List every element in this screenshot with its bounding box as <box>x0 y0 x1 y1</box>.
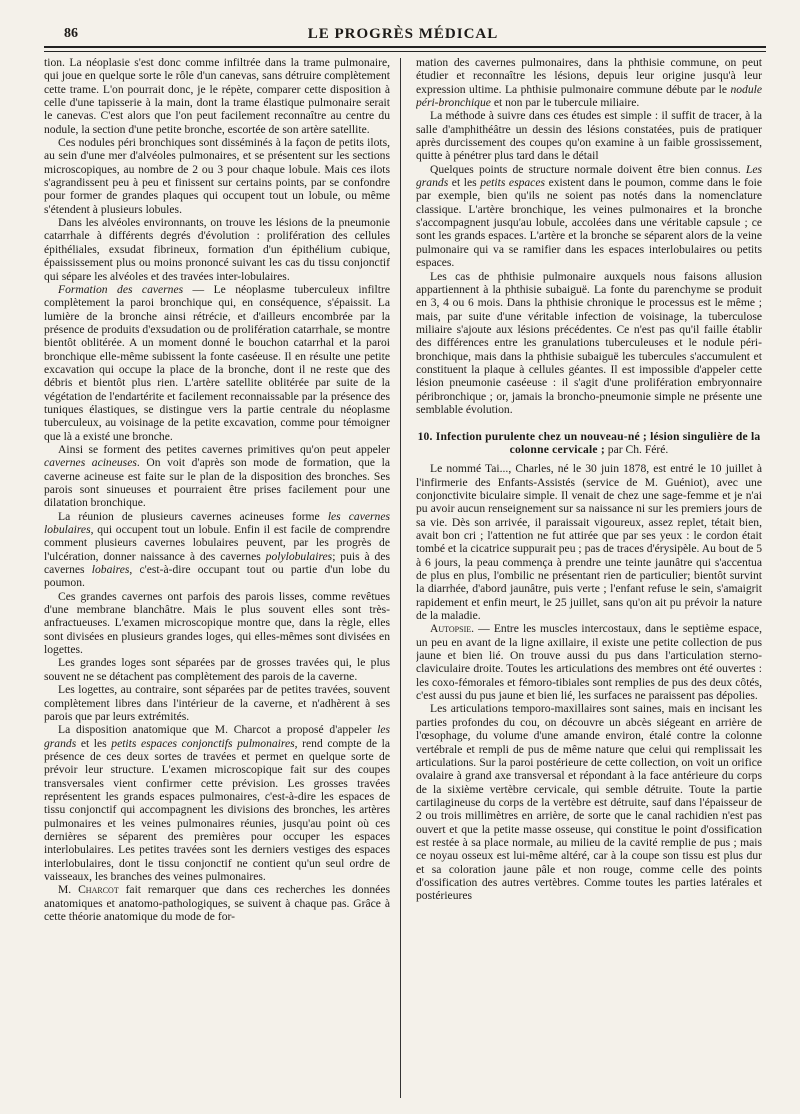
emphasis: les cavernes lobulaires <box>44 509 390 537</box>
paragraph <box>416 163 762 270</box>
paragraph: Dans les alvéoles environnants, on trouve les lésions de la pneumonie catarrhale à différents degrés d'évolution : prolifération des cellules épithéliales, exsudat fibrineux, formation d'un épithélium cubique, épaississement plus ou moins prononcé suivant les cas du tissu conjonctif qui sépare les alvéoles et des travées inter-lobulaires. <box>44 216 390 283</box>
paragraph-text: La réunion de plusieurs cavernes acineuses forme <box>58 509 328 523</box>
paragraph <box>44 443 390 510</box>
paragraph-text: et les <box>76 736 112 750</box>
paragraph <box>44 883 390 923</box>
journal-title: LE PROGRÈS MÉDICAL <box>307 26 499 42</box>
emphasis: petits espaces conjonctifs pulmonaires <box>111 736 295 750</box>
paragraph <box>44 510 390 590</box>
emphasis: polylobulaires <box>265 549 333 563</box>
section-heading <box>416 430 762 456</box>
paragraph-text: , c'est-à-dire occupant tout ou partie d'un lobe du poumon. <box>44 563 390 590</box>
page-number: 86 <box>64 26 78 41</box>
paragraph-text: . On voit d'après son mode de formation, que la caverne acineuse est faite sur le plan de la disposition des bronches. Ses parois sont sinueuses et pourraient être prises facilement pour une dilatation bronchique. <box>44 456 390 510</box>
paragraph-text: La disposition anatomique que M. Charcot a proposé d'appeler <box>58 723 378 737</box>
paragraph-text: fait remarquer que dans ces recherches les données anatomiques et anatomo-pathologiques, se suivent à chaque pas. Grâce à cette théorie anatomique du mode de for- <box>44 883 390 923</box>
paragraph-text: ; puis à des cavernes <box>44 549 390 577</box>
paragraph: La méthode à suivre dans ces études est simple : il suffit de tracer, à la salle d'amphithéâtre un dessin des lésions constatées, puis de pratiquer après durcissement des coupes qu'on examine à un faible grossissement, quitte à pénétrer plus tard dans le détail <box>416 109 762 163</box>
paragraph-text: — Entre les muscles intercostaux, dans le septième espace, un peu en avant de la ligne axillaire, il existe une petite collection de pus jaune et bien lié. On trouve aussi du pus dans l'articulation sterno-claviculaire droite. Toutes les articulations des membres ont été ouvertes : les coxo-fémorales et fémoro-tibiales sont remplies de pus des deux côtés, c'est aussi du pus jaune et bien lié, les surfaces ne paraissent pas dépolies. <box>416 622 762 703</box>
emphasis: petits espaces <box>480 176 545 190</box>
paragraph <box>416 622 762 702</box>
emphasis: cavernes acineuses <box>44 456 137 470</box>
paragraph-text: mation des cavernes pulmonaires, dans la phthisie commune, on peut étudier et reconnaître les lésions, depuis leur origine jusqu'à leur expression ultime. La phthisie pulmonaire commune débute par le <box>416 56 762 96</box>
small-caps-heading: Autopsie. <box>430 622 475 636</box>
emphasis: nodule péri-bronchique <box>416 82 762 110</box>
paragraph-text: Quelques points de structure normale doivent être bien connus. <box>430 162 746 176</box>
paragraph: Les cas de phthisie pulmonaire auxquels nous faisons allusion appartiennent à la phthisie subaiguë. La fonte du parenchyme se produit en 3, 4 ou 6 mois. Dans la phthisie chronique le processus est le même ; mais, par suite d'une véritable infection de voisinage, la tuberculose miliaire s'ajoute aux lésions précédentes. Ce n'est pas qu'il faille établir des différences entre les granulations tuberculeuses et le nodule péri-bronchique, mais dans la phthisie subaiguë les tubercules s'accumulent et constituent la plaque à cellules géantes. Il est impossible d'appeler cette lésion pneumonie caséeuse : il s'agit d'une prolifération embryonnaire péribronchique ; or, jamais la broncho-pneumonie simple ne présente une semblable évolution. <box>416 269 762 416</box>
paragraph <box>416 56 762 109</box>
column-divider <box>400 58 401 1098</box>
small-caps-name: M. Charcot <box>58 883 119 897</box>
paragraph: Ces nodules péri bronchiques sont disséminés à la façon de petits ilots, au sein d'une mer d'alvéoles pulmonaires, et se présentent sur les sections microscopiques, au nombre de 2 ou 3 pour chaque lobule. Mais ces ilots s'agrandissent peu à peu et finissent sur certains points, par se confondre pour former de grandes plaques qui occupent tout un lobule, ou même s'étendent à plusieurs lobules. <box>44 136 390 216</box>
page-header <box>42 24 764 44</box>
paragraph-text: et non par le tubercule miliaire. <box>490 96 640 110</box>
emphasis: lobaires <box>91 563 130 577</box>
paragraph: Le nommé Tai..., Charles, né le 30 juin 1878, est entré le 10 juillet à l'infirmerie des Enfants-Assistés (service de M. Guéniot), avec une conjonctivite biculaire simple. Il venait de chez une sage-femme et je n'ai pu avoir aucun renseignement sur sa naissance ni sur les premiers jours de sa vie. Dès son arrivée, il paraissait vigoureux, assez replet, tétait bien, avait bon cri ; l'attention ne fut attirée que par ses yeux : le cordon était tombé et la cicatrice suppurait peu ; pas de traces d'érysipèle. Au bout de 5 à 6 jours, la peau commença à prendre une teinte jaunâtre qui s'accentua de plus en plus, l'ombilic ne présentant rien de particulier; bientôt survint la diarrhée, d'abord jaunâtre, puis verte ; l'enfant refuse le sein, s'amaigrit rapidement et enfin meurt, le 25 juillet, sans qu'on ait pu prévoir la nature de la maladie. <box>416 462 762 623</box>
paragraph-text: , rend compte de la présence de ces deux sortes de travées et permet en quelque sorte de prévoir leur structure. L'examen microscopique fait sur des coupes transversales vient confirmer cette prévision. Les grosses travées représentent les grands espaces pulmonaires, c'est-à-dire les espaces de tissu conjonctif qui accompagnent les divisions des bronches, les artères pulmonaires et les veines pulmonaires réunies, jusqu'au point où ces dernières se séparent des premières pour occuper les espaces interlobulaires. Les petites travées sont les derniers vestiges des espaces interlobulaires, dont le tissu conjonctif ne contient qu'un seul ordre de vaisseaux, les branches des veines pulmonaires. <box>44 736 390 883</box>
right-column <box>416 56 762 1096</box>
paragraph-text: — Le néoplasme tuberculeux infiltre complètement la paroi bronchique qui, en conséquence, s'épaissit. La lumière de la bronche ainsi rétrécie, et d'ailleurs encombrée par la présence de produits d'exsudation ou de prolifération catarrhale, se montre bientôt oblitérée. A un moment donné le bouchon catarrhal et la paroi bronchique elle-même subissent la fonte caséeuse. Il en résulte une petite excavation qui occupe la place de la bronche, dont il ne reste que des débris et bientôt plus rien. L'artère satellite oblitérée par suite de la végétation de l'endartérite et facilement reconnaissable par la présence des tuniques élastiques, se distingue vers la partie centrale du néoplasme tuberculeux, au voisinage de la petite excavation, comme pour témoigner que là a existé une bronche. <box>44 282 390 443</box>
header-rule <box>44 46 766 52</box>
paragraph <box>44 723 390 883</box>
left-column <box>44 56 390 1096</box>
paragraph-text: existent dans le poumon, comme dans le foie par exemple, bien qu'ils ne soient pas notés dans la nomenclature classique. L'artère bronchique, les veines pulmonaires et la bronche s'accompagnent jusqu'au lobule, accolées dans une véritable capsule ; ce sont les grands espaces. L'artère et la bronche se séparent alors de la veine pulmonaire qui va se ramifier dans les espaces interlobulaires ou petits espaces. <box>416 176 762 270</box>
subheading: Formation des cavernes <box>58 282 184 296</box>
paragraph: Les grandes loges sont séparées par de grosses travées qui, le plus souvent ne se détachent pas complètement des parois de la caverne. <box>44 656 390 683</box>
paragraph: Les logettes, au contraire, sont séparées par de petites travées, souvent complètement libres dans l'intérieur de la caverne, et n'adhèrent à ses parois que par leurs extrémités. <box>44 683 390 723</box>
section-title: 10. Infection purulente chez un nouveau-né ; lésion singulière de la colonne cervicale ; <box>417 430 761 457</box>
paragraph <box>44 283 390 443</box>
paragraph: tion. La néoplasie s'est donc comme infiltrée dans la trame pulmonaire, qui joue en quelque sorte le rôle d'un canevas, sans détruire complètement cette trame. L'on pourrait donc, je le répète, comparer cette disposition à celle d'une tapisserie à la main, dont la trame élastique pulmonaire serait le canevas. C'est alors que l'on peut facilement reconnaître au centre du nodule, la section d'une petite bronche, escortée de son artère satellite. <box>44 56 390 136</box>
paragraph-text: Ainsi se forment des petites cavernes primitives qu'on peut appeler <box>58 442 390 456</box>
paragraph-text: et les <box>448 176 481 190</box>
emphasis: Les grands <box>416 162 762 190</box>
paragraph: Ces grandes cavernes ont parfois des parois lisses, comme revêtues d'une membrane blanchâtre. Mais le plus souvent elles sont très-anfractueuses. L'examen microscopique montre que, dans la règle, elles sont divisées en plusieurs grandes loges, qui elles-mêmes sont divisées en logettes. <box>44 589 390 657</box>
emphasis: les grands <box>44 723 390 750</box>
section-author: par Ch. Féré. <box>604 443 669 457</box>
paragraph-text: , qui occupent tout un lobule. Enfin il est facile de comprendre comment plusieurs cavernes lobulaires peuvent, par les progrès de l'ulcération, donner naissance à des cavernes <box>44 523 390 563</box>
paragraph: Les articulations temporo-maxillaires sont saines, mais en incisant les parties profondes du cou, on découvre un abcès siégeant en arrière de l'œsophage, du volume d'une amande environ, étalé contre la colonne vertébrale et rempli de pus de même nature que celui qui remplissait les articulations. Sur la paroi postérieure de cette collection, on voit un orifice ovalaire à grand axe transversal et répondant à la face antérieure du corps de la sixième vertèbre cervicale, qui semble détruite. Toute la partie cartilagineuse du corps de la vertèbre est détruite, sauf dans l'épaisseur de 2 ou trois millimètres en arrière, de sorte que le canal rachidien n'est pas ouvert et que la petite masse osseuse, qui constitue le point d'ossification est restée à sa place normale, au milieu de la cavité remplie de pus ; mais ce noyau osseux est lui-même altéré, car à la coupe son tissu est plus dur et sa coloration jaune pâle et non rouge, comme celle des points d'ossification des autres vertèbres. Comme toutes les parties latérales et postérieures <box>416 702 762 903</box>
